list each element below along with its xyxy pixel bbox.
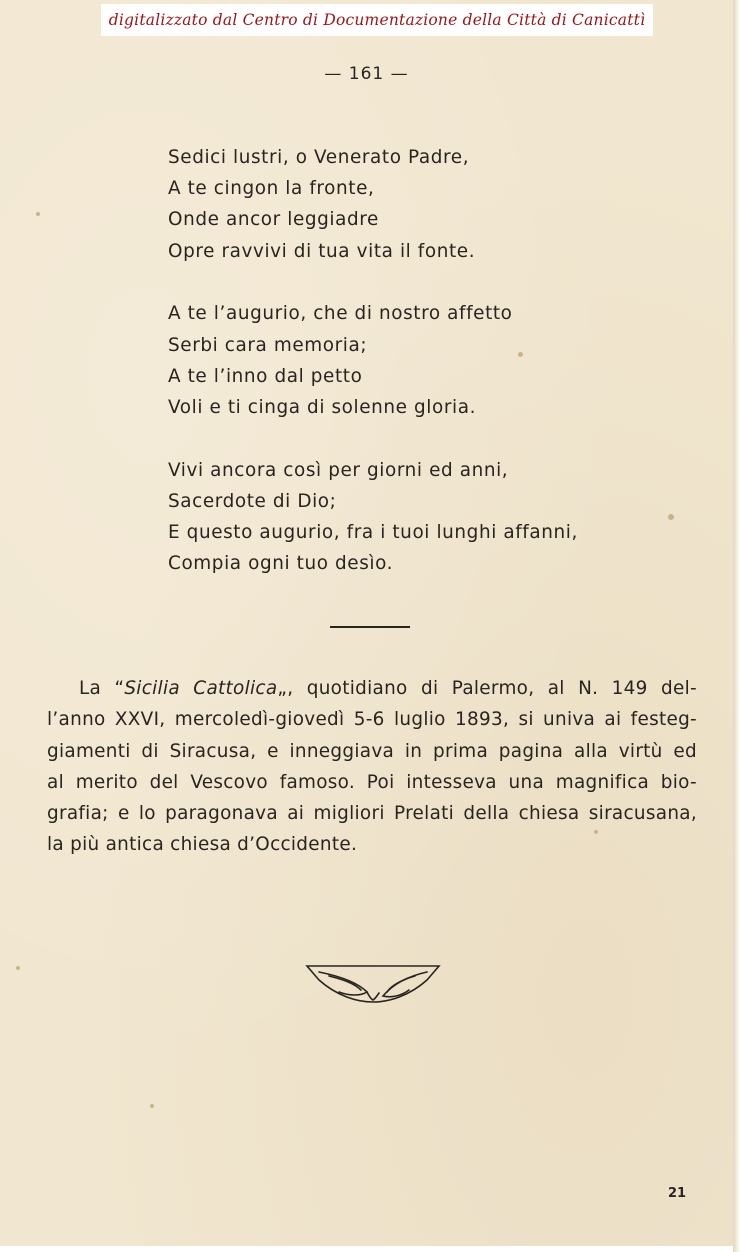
paper-speck	[36, 212, 40, 216]
poem-line: Sacerdote di Dio;	[168, 490, 337, 512]
poem-stanza-2	[168, 298, 578, 423]
paper-speck	[16, 966, 20, 970]
newspaper-title: Sicilia Cattolica	[124, 678, 278, 699]
prose-line	[47, 673, 697, 704]
paper-speck	[150, 1104, 154, 1108]
prose-line: la più antica chiesa d’Occidente.	[47, 834, 358, 856]
prose-line: giamenti di Siracusa, e inneggiava in prima pagina alla virtù ed	[47, 740, 697, 762]
poem-line: A te l’inno dal petto	[168, 365, 363, 387]
prose-line: grafia; e lo paragonava ai migliori Prelati della chiesa siracusana,	[47, 803, 697, 825]
prose-line-rest: , quotidiano di Palermo, al N. 149 del-	[287, 678, 697, 699]
poem-line: Voli e ti cinga di solenne gloria.	[168, 396, 477, 418]
signature-mark: 21	[668, 1186, 687, 1201]
poem-line: E questo augurio, fra i tuoi lunghi affanni,	[168, 522, 578, 544]
prose-line: al merito del Vescovo famoso. Poi intesseva una magnifica bio-	[47, 771, 697, 793]
poem-line: Vivi ancora così per giorni ed anni,	[168, 459, 509, 481]
prose-close-quote: „	[277, 678, 288, 699]
paper-speck	[518, 352, 523, 357]
poem-line: Onde ancor leggiadre	[168, 209, 379, 231]
paper-speck	[668, 514, 674, 520]
poem	[168, 142, 578, 611]
section-divider	[330, 626, 410, 628]
poem-line: Serbi cara memoria;	[168, 334, 368, 356]
poem-line: Opre ravvivi di tua vita il fonte.	[168, 240, 476, 262]
page-number-header: — 161 —	[324, 64, 409, 84]
poem-line: A te cingon la fronte,	[168, 178, 375, 200]
prose-line: l’anno XXVI, mercoledì-giovedì 5-6 luglio 1893, si univa ai festeg-	[47, 709, 697, 731]
poem-line: Sedici lustri, o Venerato Padre,	[168, 147, 470, 168]
poem-stanza-3	[168, 455, 578, 580]
prose-paragraph	[47, 673, 697, 861]
poem-stanza-1	[168, 142, 578, 267]
paper-speck	[594, 830, 598, 834]
poem-line: A te l’augurio, che di nostro affetto	[168, 303, 513, 325]
poem-line: Compia ogni tuo desìo.	[168, 553, 394, 575]
digitization-watermark: digitalizzato dal Centro di Documentazione della Città di Canicattì	[101, 4, 653, 36]
decorative-ornament	[305, 962, 441, 1006]
page-edge	[733, 0, 740, 1252]
prose-lead: La “	[79, 678, 125, 699]
